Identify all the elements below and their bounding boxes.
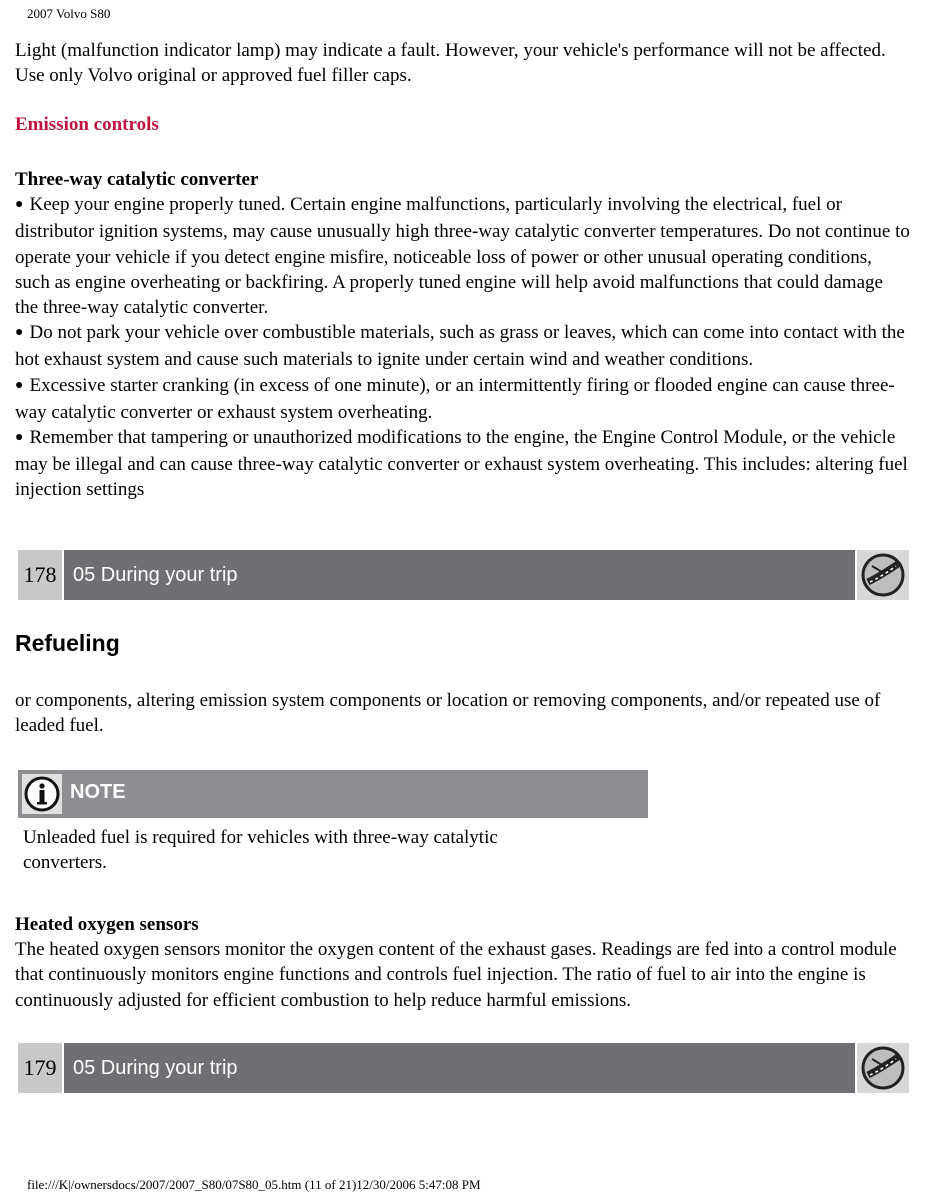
chapter-banner-top bbox=[18, 550, 909, 600]
document-header: 2007 Volvo S80 bbox=[27, 6, 111, 21]
bullet-icon: ● bbox=[15, 325, 24, 341]
chapter-title: 05 During your trip bbox=[64, 550, 855, 600]
bullet-icon: ● bbox=[15, 197, 24, 213]
chapter-title: 05 During your trip bbox=[64, 1043, 855, 1093]
road-icon bbox=[857, 1043, 909, 1093]
note-text: Unleaded fuel is required for vehicles with three-way catalytic converters. bbox=[23, 827, 498, 874]
oxygen-sensors-subheading: Heated oxygen sensors bbox=[15, 914, 199, 935]
bullet-item: ● Excessive starter cranking (in excess of one minute), or an intermittently firing or flooded engine can cause three-way catalytic converter or exhaust system overheating. bbox=[15, 374, 895, 423]
emission-controls-heading: Emission controls bbox=[15, 114, 159, 135]
info-icon bbox=[22, 774, 62, 814]
bullet-item: ● Remember that tampering or unauthorized modifications to the engine, the Engine Control Module, or the vehicle may be illegal and can cause three-way catalytic converter or exhaust system overheating. This includes: altering fuel injection settings bbox=[15, 427, 908, 501]
catalytic-converter-section bbox=[15, 167, 910, 503]
catalytic-converter-subheading: Three-way catalytic converter bbox=[15, 169, 259, 190]
bullet-item: ● Keep your engine properly tuned. Certain engine malfunctions, particularly involving the electrical, fuel or distributor ignition systems, may cause unusually high three-way catalytic converter temperatures. Do not continue to operate your vehicle if you detect engine misfire, noticeable loss of power or other unusual operating conditions, such as engine overheating or backfiring. A properly tuned engine will help avoid malfunctions that could damage the three-way catalytic converter. bbox=[15, 194, 910, 319]
road-icon bbox=[857, 550, 909, 600]
chapter-banner-bottom bbox=[18, 1043, 909, 1093]
page-title: Refueling bbox=[15, 630, 120, 656]
bullet-icon: ● bbox=[15, 430, 24, 446]
oxygen-sensors-section bbox=[15, 912, 910, 1013]
note-label: NOTE bbox=[70, 781, 126, 803]
note-header bbox=[18, 770, 648, 818]
bullet-item: ● Do not park your vehicle over combustible materials, such as grass or leaves, which can come into contact with the hot exhaust system and cause such materials to ignite under certain wind and weather conditions. bbox=[15, 322, 905, 371]
page-number: 178 bbox=[18, 550, 62, 600]
continuation-paragraph: or components, altering emission system components or location or removing components, and/or repeated use of leaded fuel. bbox=[15, 690, 881, 737]
oxygen-sensors-text: The heated oxygen sensors monitor the oxygen content of the exhaust gases. Readings are fed into a control module that continuously monitors engine functions and controls fuel injection. The ratio of fuel to air into the engine is continuously adjusted for efficient combustion to help reduce harmful emissions. bbox=[15, 939, 897, 1011]
file-path-footer: file:///K|/ownersdocs/2007/2007_S80/07S80_05.htm (11 of 21)12/30/2006 5:47:08 PM bbox=[27, 1177, 481, 1192]
bullet-icon: ● bbox=[15, 377, 24, 393]
intro-paragraph: Light (malfunction indicator lamp) may indicate a fault. However, your vehicle's performance will not be affected. Use only Volvo original or approved fuel filler caps. bbox=[15, 40, 886, 87]
page-number: 179 bbox=[18, 1043, 62, 1093]
